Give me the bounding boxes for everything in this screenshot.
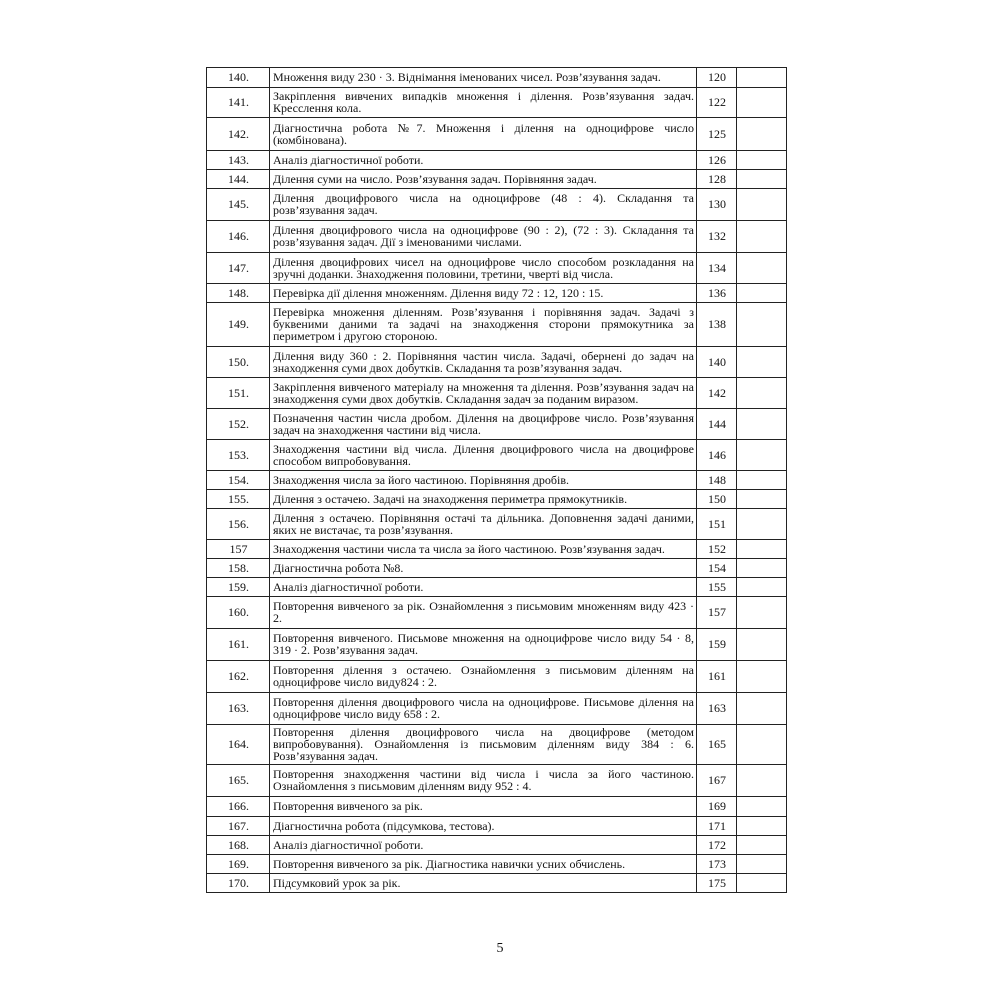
date-cell [737,797,787,817]
lesson-topic-cell: Ділення з остачею. Задачі на знаходження периметра прямокутників. [270,490,697,509]
date-cell [737,578,787,597]
lesson-page-cell: 125 [697,118,737,151]
lesson-page-cell: 151 [697,509,737,540]
table-row [207,440,787,471]
table-row [207,836,787,855]
lesson-number-cell: 145. [207,189,270,221]
table-row [207,189,787,221]
lesson-topic-cell: Повторення ділення двоцифрового числа на одноцифрове. Письмове ділення на одноцифрове число виду 658 : 2. [270,693,697,725]
lesson-number-cell: 160. [207,597,270,629]
table-row [207,221,787,253]
lesson-page-cell: 175 [697,874,737,893]
table-row [207,409,787,440]
lesson-number-cell: 164. [207,725,270,765]
lesson-page-cell: 172 [697,836,737,855]
lesson-number-cell: 165. [207,765,270,797]
lesson-topic-cell: Знаходження числа за його частиною. Порівняння дробів. [270,471,697,490]
lesson-topic-cell: Аналіз діагностичної роботи. [270,836,697,855]
lesson-number-cell: 161. [207,629,270,661]
lesson-page-cell: 150 [697,490,737,509]
lesson-topic-cell: Ділення виду 360 : 2. Порівняння частин числа. Задачі, обернені до задач на знаходження суми двох добутків. Складання та розв’язування задач. [270,347,697,378]
lesson-page-cell: 171 [697,817,737,836]
lesson-number-cell: 158. [207,559,270,578]
table-row [207,303,787,347]
lesson-page-cell: 157 [697,597,737,629]
lesson-number-cell: 146. [207,221,270,253]
lesson-topic-cell: Повторення ділення двоцифрового числа на двоцифрове (методом випробовування). Ознайомлення із письмовим діленням виду 384 : 6. Розв’язування задач. [270,725,697,765]
date-cell [737,725,787,765]
lesson-topic-cell: Ділення суми на число. Розв’язування задач. Порівняння задач. [270,170,697,189]
lesson-topic-cell: Позначення частин числа дробом. Ділення на двоцифрове число. Розв’язування задач на знаходження частини від числа. [270,409,697,440]
table-row [207,661,787,693]
lesson-topic-cell: Повторення вивченого за рік. Діагностика навички усних обчислень. [270,855,697,874]
lesson-number-cell: 149. [207,303,270,347]
date-cell [737,836,787,855]
lesson-page-cell: 140 [697,347,737,378]
lesson-page-cell: 167 [697,765,737,797]
table-row [207,797,787,817]
lesson-number-cell: 169. [207,855,270,874]
table-row [207,693,787,725]
lesson-number-cell: 143. [207,151,270,170]
date-cell [737,693,787,725]
date-cell [737,88,787,118]
date-cell [737,559,787,578]
lesson-page-cell: 122 [697,88,737,118]
lesson-number-cell: 157 [207,540,270,559]
lesson-page-cell: 148 [697,471,737,490]
lesson-number-cell: 155. [207,490,270,509]
lesson-number-cell: 151. [207,378,270,409]
lesson-number-cell: 153. [207,440,270,471]
lesson-number-cell: 144. [207,170,270,189]
date-cell [737,490,787,509]
lesson-page-cell: 165 [697,725,737,765]
table-row [207,559,787,578]
table-row [207,629,787,661]
lesson-page-cell: 146 [697,440,737,471]
lesson-page-cell: 144 [697,409,737,440]
lesson-topic-cell: Перевірка дії ділення множенням. Ділення виду 72 : 12, 120 : 15. [270,284,697,303]
lesson-page-cell: 159 [697,629,737,661]
date-cell [737,509,787,540]
lesson-topic-cell: Діагностична робота (підсумкова, тестова). [270,817,697,836]
date-cell [737,189,787,221]
lesson-number-cell: 140. [207,68,270,88]
lesson-topic-cell: Аналіз діагностичної роботи. [270,151,697,170]
lesson-topic-cell: Ділення двоцифрового числа на одноцифрове (48 : 4). Складання та розв’язування задач. [270,189,697,221]
table-row [207,855,787,874]
lesson-topic-cell: Закріплення вивчених випадків множення і ділення. Розв’язування задач. Кресслення кола. [270,88,697,118]
lesson-plan-body [207,68,787,893]
table-row [207,151,787,170]
lesson-number-cell: 141. [207,88,270,118]
lesson-page-cell: 136 [697,284,737,303]
lesson-topic-cell: Знаходження частини від числа. Ділення двоцифрового числа на двоцифрове способом випробовування. [270,440,697,471]
date-cell [737,855,787,874]
lesson-topic-cell: Множення виду 230 · 3. Віднімання іменованих чисел. Розв’язування задач. [270,68,697,88]
date-cell [737,440,787,471]
table-row [207,170,787,189]
lesson-number-cell: 167. [207,817,270,836]
lesson-topic-cell: Діагностична робота №8. [270,559,697,578]
lesson-number-cell: 147. [207,253,270,284]
date-cell [737,118,787,151]
lesson-topic-cell: Підсумковий урок за рік. [270,874,697,893]
lesson-number-cell: 168. [207,836,270,855]
lesson-page-cell: 169 [697,797,737,817]
lesson-number-cell: 150. [207,347,270,378]
date-cell [737,597,787,629]
lesson-number-cell: 148. [207,284,270,303]
table-row [207,509,787,540]
table-row [207,540,787,559]
date-cell [737,540,787,559]
table-row [207,68,787,88]
lesson-topic-cell: Закріплення вивченого матеріалу на множення та ділення. Розв’язування задач на знаходження суми двох добутків. Складання задач за поданим виразом. [270,378,697,409]
table-row [207,578,787,597]
date-cell [737,378,787,409]
lesson-page-cell: 132 [697,221,737,253]
lesson-topic-cell: Ділення з остачею. Порівняння остачі та дільника. Доповнення задачі даними, яких не вистачає, та розв’язування. [270,509,697,540]
date-cell [737,347,787,378]
date-cell [737,68,787,88]
lesson-page-cell: 173 [697,855,737,874]
lesson-number-cell: 162. [207,661,270,693]
lesson-page-cell: 126 [697,151,737,170]
table-row [207,490,787,509]
lesson-topic-cell: Ділення двоцифрового числа на одноцифрове (90 : 2), (72 : 3). Складання та розв’язування задач. Дії з іменованими числами. [270,221,697,253]
lesson-topic-cell: Аналіз діагностичної роботи. [270,578,697,597]
lesson-number-cell: 166. [207,797,270,817]
table-row [207,253,787,284]
lesson-page-cell: 134 [697,253,737,284]
lesson-page-cell: 154 [697,559,737,578]
page-number: 5 [496,941,504,956]
lesson-topic-cell: Повторення вивченого. Письмове множення на одноцифрове число виду 54 · 8, 319 · 2. Розв’язування задач. [270,629,697,661]
lesson-topic-cell: Знаходження частини числа та числа за його частиною. Розв’язування задач. [270,540,697,559]
date-cell [737,303,787,347]
lesson-topic-cell: Повторення вивченого за рік. Ознайомлення з письмовим множенням виду 423 · 2. [270,597,697,629]
date-cell [737,661,787,693]
lesson-number-cell: 163. [207,693,270,725]
table-row [207,471,787,490]
date-cell [737,221,787,253]
lesson-page-cell: 155 [697,578,737,597]
date-cell [737,817,787,836]
lesson-plan-table [206,67,787,893]
date-cell [737,151,787,170]
lesson-page-cell: 128 [697,170,737,189]
date-cell [737,471,787,490]
date-cell [737,409,787,440]
lesson-topic-cell: Діагностична робота №7. Множення і ділення на одноцифрове число (комбінована). [270,118,697,151]
date-cell [737,874,787,893]
lesson-page-cell: 152 [697,540,737,559]
table-row [207,284,787,303]
table-row [207,88,787,118]
lesson-topic-cell: Повторення знаходження частини від числа і числа за його частиною. Ознайомлення з письмовим діленням виду 952 : 4. [270,765,697,797]
table-row [207,874,787,893]
table-row [207,817,787,836]
lesson-page-cell: 163 [697,693,737,725]
lesson-topic-cell: Ділення двоцифрових чисел на одноцифрове число способом розкладання на зручні доданки. Знаходження половини, третини, чверті від числа. [270,253,697,284]
lesson-number-cell: 152. [207,409,270,440]
lesson-page-cell: 130 [697,189,737,221]
lesson-page-cell: 142 [697,378,737,409]
lesson-number-cell: 170. [207,874,270,893]
lesson-page-cell: 161 [697,661,737,693]
lesson-number-cell: 154. [207,471,270,490]
lesson-page-cell: 120 [697,68,737,88]
date-cell [737,253,787,284]
lesson-topic-cell: Повторення ділення з остачею. Ознайомлення з письмовим діленням на одноцифрове число виду824 : 2. [270,661,697,693]
lesson-number-cell: 159. [207,578,270,597]
lesson-topic-cell: Перевірка множення діленням. Розв’язування і порівняння задач. Задачі з буквеними даними та задачі на знаходження сторони прямокутника за периметром і другою стороною. [270,303,697,347]
table-row [207,597,787,629]
table-row [207,725,787,765]
lesson-number-cell: 156. [207,509,270,540]
date-cell [737,765,787,797]
lesson-page-cell: 138 [697,303,737,347]
date-cell [737,284,787,303]
date-cell [737,629,787,661]
table-row [207,378,787,409]
lesson-topic-cell: Повторення вивченого за рік. [270,797,697,817]
lesson-number-cell: 142. [207,118,270,151]
table-row [207,118,787,151]
table-row [207,765,787,797]
date-cell [737,170,787,189]
table-row [207,347,787,378]
